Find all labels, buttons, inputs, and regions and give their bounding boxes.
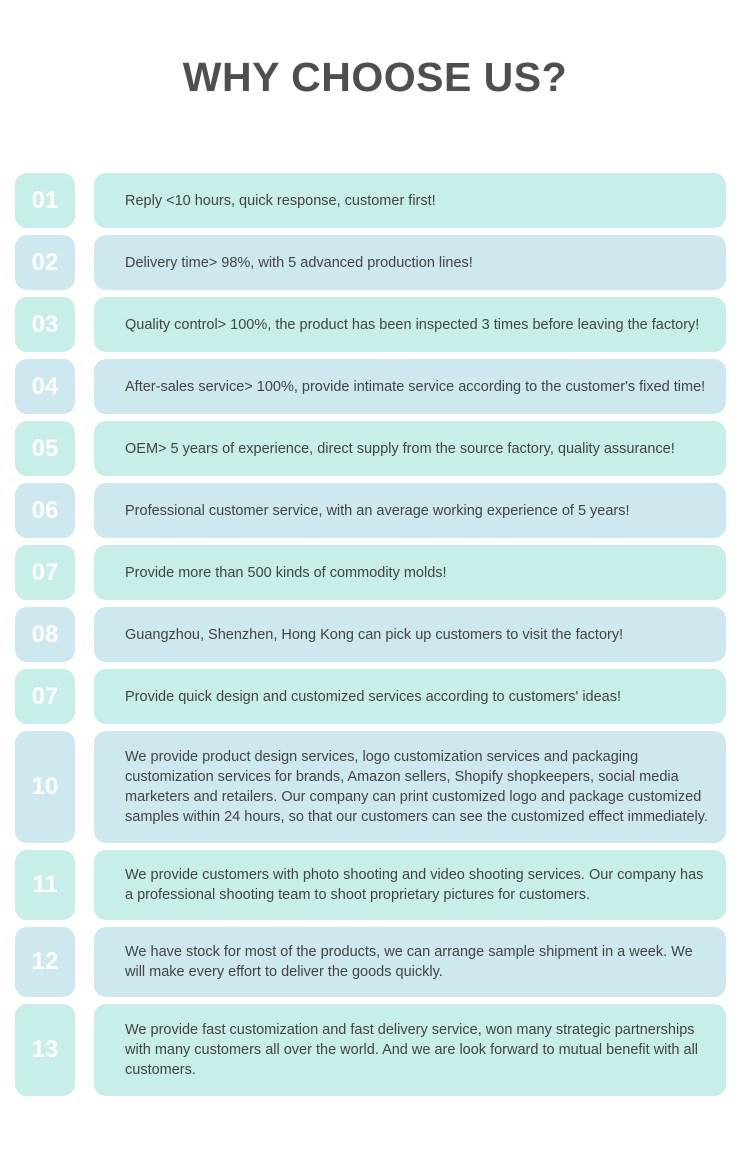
- item-text: Guangzhou, Shenzhen, Hong Kong can pick up customers to visit the factory!: [94, 607, 726, 662]
- page-title: WHY CHOOSE US?: [182, 54, 568, 100]
- item-number-badge: 06: [15, 483, 75, 538]
- list-item: [15, 1004, 726, 1096]
- item-text: OEM> 5 years of experience, direct supply from the source factory, quality assurance!: [94, 421, 726, 476]
- item-number-badge: 07: [15, 669, 75, 724]
- list-item: [15, 421, 726, 476]
- item-text: Professional customer service, with an average working experience of 5 years!: [94, 483, 726, 538]
- item-text: Delivery time> 98%, with 5 advanced production lines!: [94, 235, 726, 290]
- item-text: We provide customers with photo shooting and video shooting services. Our company has a professional shooting team to shoot proprietary pictures for customers.: [94, 850, 726, 920]
- feature-list: [15, 173, 726, 1103]
- list-item: [15, 731, 726, 843]
- item-number-badge: 10: [15, 731, 75, 843]
- list-item: [15, 850, 726, 920]
- item-number-badge: 08: [15, 607, 75, 662]
- list-item: [15, 669, 726, 724]
- list-item: [15, 297, 726, 352]
- list-item: [15, 483, 726, 538]
- item-text: Provide quick design and customized services according to customers' ideas!: [94, 669, 726, 724]
- item-text: Quality control> 100%, the product has been inspected 3 times before leaving the factory!: [94, 297, 726, 352]
- list-item: [15, 607, 726, 662]
- item-number-badge: 03: [15, 297, 75, 352]
- list-item: [15, 235, 726, 290]
- item-text: We provide product design services, logo customization services and packaging customization services for brands, Amazon sellers, Shopify shopkeepers, social media marketers and retailers. Our company can print customized logo and package customized samples within 24 hours, so that our customers can see the customized effect immediately.: [94, 731, 726, 843]
- item-text: We have stock for most of the products, we can arrange sample shipment in a week. We will make every effort to deliver the goods quickly.: [94, 927, 726, 997]
- item-number-badge: 05: [15, 421, 75, 476]
- item-number-badge: 02: [15, 235, 75, 290]
- item-text: We provide fast customization and fast delivery service, won many strategic partnerships with many customers all over the world. And we are look forward to mutual benefit with all customers.: [94, 1004, 726, 1096]
- item-number-badge: 01: [15, 173, 75, 228]
- list-item: [15, 927, 726, 997]
- item-number-badge: 04: [15, 359, 75, 414]
- item-number-badge: 07: [15, 545, 75, 600]
- list-item: [15, 545, 726, 600]
- list-item: [15, 173, 726, 228]
- item-number-badge: 13: [15, 1004, 75, 1096]
- item-number-badge: 11: [15, 850, 75, 920]
- item-text: After-sales service> 100%, provide intimate service according to the customer's fixed time!: [94, 359, 726, 414]
- item-text: Reply <10 hours, quick response, customer first!: [94, 173, 726, 228]
- list-item: [15, 359, 726, 414]
- item-text: Provide more than 500 kinds of commodity molds!: [94, 545, 726, 600]
- item-number-badge: 12: [15, 927, 75, 997]
